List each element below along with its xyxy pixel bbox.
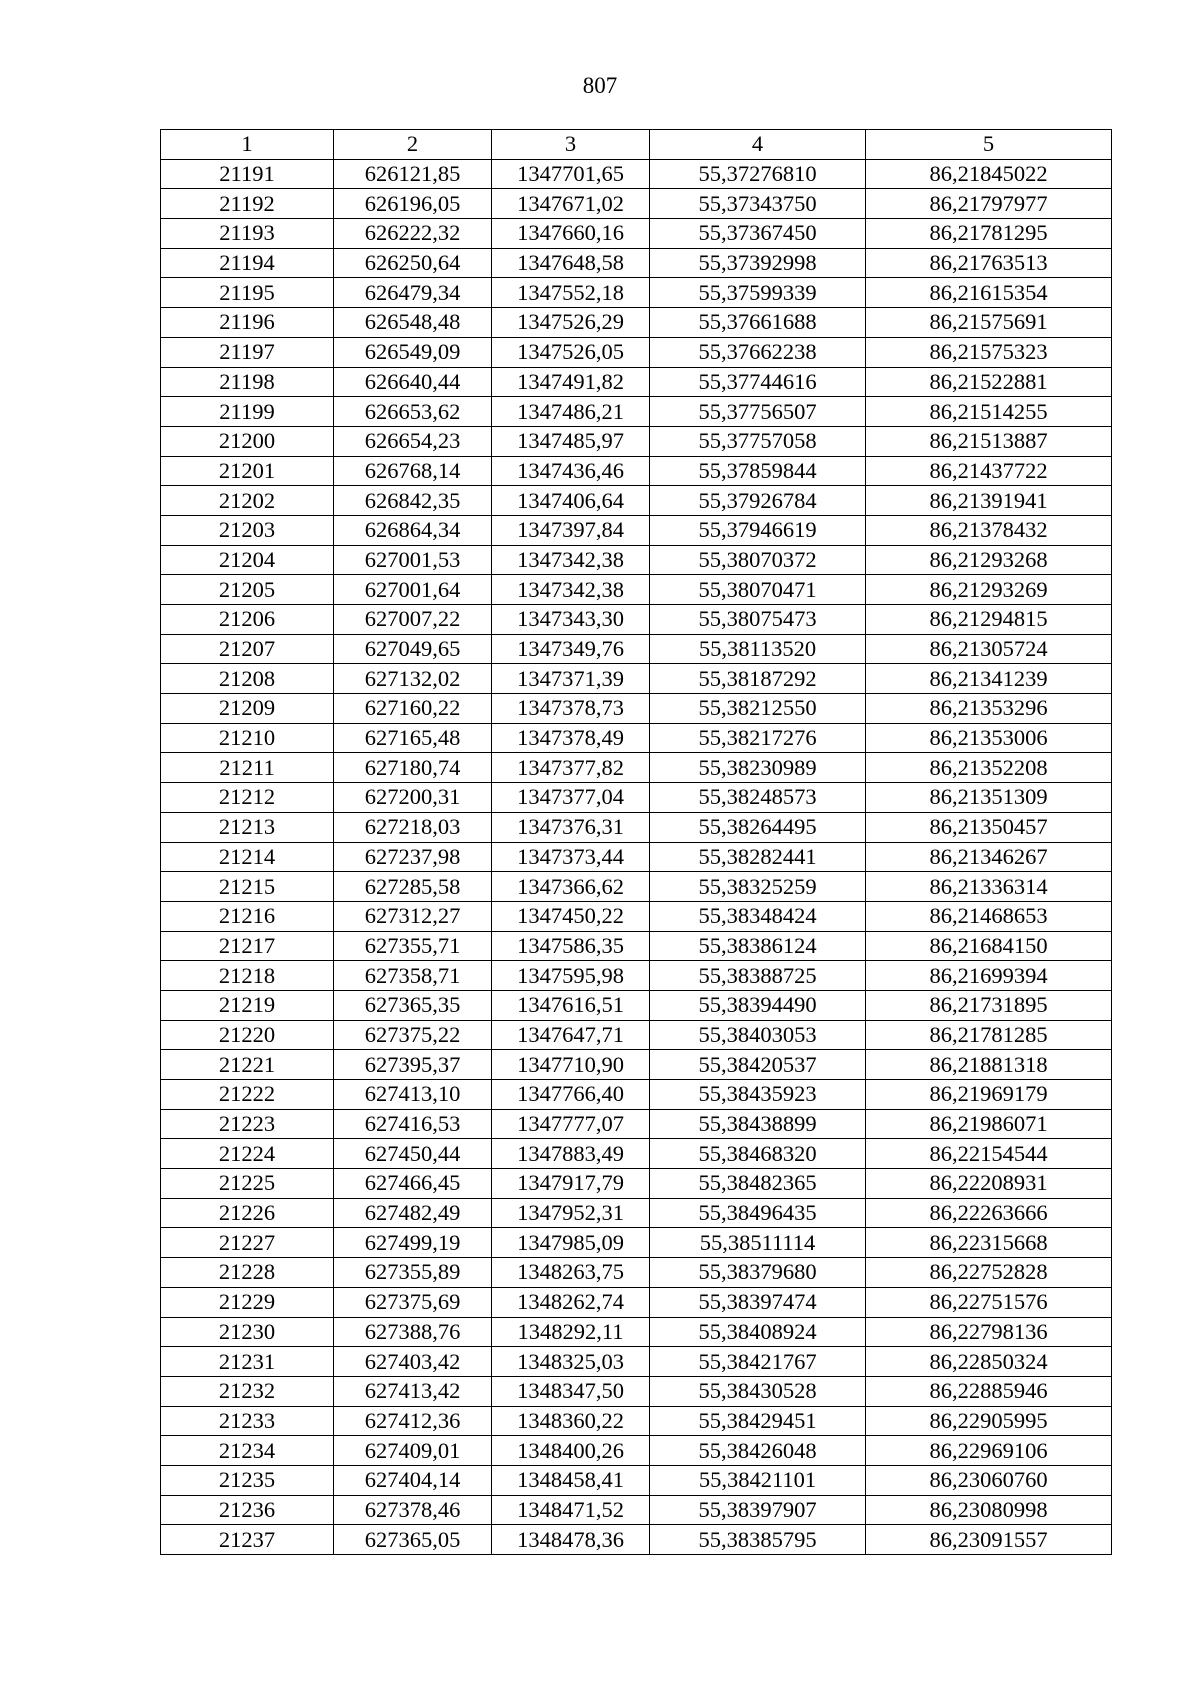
latitude-cell: 55,38070372 bbox=[650, 545, 866, 575]
longitude-cell: 86,21845022 bbox=[866, 159, 1112, 189]
table-row bbox=[161, 575, 1112, 605]
longitude-cell: 86,21350457 bbox=[866, 812, 1112, 842]
longitude-cell: 86,21575691 bbox=[866, 308, 1112, 338]
table-row bbox=[161, 1109, 1112, 1139]
longitude-cell: 86,21615354 bbox=[866, 278, 1112, 308]
longitude-cell: 86,22905995 bbox=[866, 1406, 1112, 1436]
x-coordinate-cell: 626653,62 bbox=[334, 397, 492, 427]
x-coordinate-cell: 627395,37 bbox=[334, 1050, 492, 1080]
x-coordinate-cell: 627165,48 bbox=[334, 723, 492, 753]
point-number-cell: 21213 bbox=[161, 812, 334, 842]
y-coordinate-cell: 1347985,09 bbox=[492, 1228, 650, 1258]
latitude-cell: 55,37343750 bbox=[650, 189, 866, 219]
longitude-cell: 86,22208931 bbox=[866, 1169, 1112, 1199]
table-row bbox=[161, 397, 1112, 427]
latitude-cell: 55,38421101 bbox=[650, 1465, 866, 1495]
point-number-cell: 21228 bbox=[161, 1258, 334, 1288]
x-coordinate-cell: 626196,05 bbox=[334, 189, 492, 219]
y-coordinate-cell: 1347397,84 bbox=[492, 515, 650, 545]
point-number-cell: 21199 bbox=[161, 397, 334, 427]
longitude-cell: 86,21437722 bbox=[866, 456, 1112, 486]
latitude-cell: 55,38397474 bbox=[650, 1287, 866, 1317]
point-number-cell: 21211 bbox=[161, 753, 334, 783]
latitude-cell: 55,38496435 bbox=[650, 1198, 866, 1228]
point-number-cell: 21193 bbox=[161, 219, 334, 249]
x-coordinate-cell: 627312,27 bbox=[334, 901, 492, 931]
longitude-cell: 86,23080998 bbox=[866, 1495, 1112, 1525]
latitude-cell: 55,38435923 bbox=[650, 1080, 866, 1110]
y-coordinate-cell: 1348262,74 bbox=[492, 1287, 650, 1317]
point-number-cell: 21203 bbox=[161, 515, 334, 545]
x-coordinate-cell: 627375,69 bbox=[334, 1287, 492, 1317]
x-coordinate-cell: 627413,42 bbox=[334, 1376, 492, 1406]
point-number-cell: 21200 bbox=[161, 426, 334, 456]
column-header-4: 4 bbox=[650, 130, 866, 160]
longitude-cell: 86,23060760 bbox=[866, 1465, 1112, 1495]
point-number-cell: 21194 bbox=[161, 248, 334, 278]
y-coordinate-cell: 1347486,21 bbox=[492, 397, 650, 427]
x-coordinate-cell: 627365,35 bbox=[334, 990, 492, 1020]
latitude-cell: 55,37757058 bbox=[650, 426, 866, 456]
table-row bbox=[161, 189, 1112, 219]
table-row bbox=[161, 901, 1112, 931]
y-coordinate-cell: 1347671,02 bbox=[492, 189, 650, 219]
point-number-cell: 21235 bbox=[161, 1465, 334, 1495]
latitude-cell: 55,38348424 bbox=[650, 901, 866, 931]
latitude-cell: 55,38429451 bbox=[650, 1406, 866, 1436]
latitude-cell: 55,38386124 bbox=[650, 931, 866, 961]
latitude-cell: 55,37367450 bbox=[650, 219, 866, 249]
latitude-cell: 55,37859844 bbox=[650, 456, 866, 486]
y-coordinate-cell: 1347406,64 bbox=[492, 486, 650, 516]
y-coordinate-cell: 1347491,82 bbox=[492, 367, 650, 397]
longitude-cell: 86,21352208 bbox=[866, 753, 1112, 783]
point-number-cell: 21212 bbox=[161, 783, 334, 813]
table-row bbox=[161, 1198, 1112, 1228]
y-coordinate-cell: 1347377,82 bbox=[492, 753, 650, 783]
point-number-cell: 21222 bbox=[161, 1080, 334, 1110]
latitude-cell: 55,38379680 bbox=[650, 1258, 866, 1288]
y-coordinate-cell: 1347595,98 bbox=[492, 961, 650, 991]
latitude-cell: 55,38408924 bbox=[650, 1317, 866, 1347]
x-coordinate-cell: 627416,53 bbox=[334, 1109, 492, 1139]
point-number-cell: 21226 bbox=[161, 1198, 334, 1228]
y-coordinate-cell: 1347766,40 bbox=[492, 1080, 650, 1110]
point-number-cell: 21206 bbox=[161, 605, 334, 635]
longitude-cell: 86,23091557 bbox=[866, 1525, 1112, 1555]
latitude-cell: 55,38212550 bbox=[650, 694, 866, 724]
latitude-cell: 55,38113520 bbox=[650, 634, 866, 664]
longitude-cell: 86,21575323 bbox=[866, 337, 1112, 367]
table-row bbox=[161, 1258, 1112, 1288]
x-coordinate-cell: 627007,22 bbox=[334, 605, 492, 635]
point-number-cell: 21232 bbox=[161, 1376, 334, 1406]
point-number-cell: 21237 bbox=[161, 1525, 334, 1555]
y-coordinate-cell: 1348292,11 bbox=[492, 1317, 650, 1347]
table-row bbox=[161, 219, 1112, 249]
y-coordinate-cell: 1348471,52 bbox=[492, 1495, 650, 1525]
longitude-cell: 86,21305724 bbox=[866, 634, 1112, 664]
point-number-cell: 21221 bbox=[161, 1050, 334, 1080]
y-coordinate-cell: 1347647,71 bbox=[492, 1020, 650, 1050]
longitude-cell: 86,21797977 bbox=[866, 189, 1112, 219]
coordinates-table bbox=[160, 129, 1112, 1555]
longitude-cell: 86,22154544 bbox=[866, 1139, 1112, 1169]
longitude-cell: 86,22263666 bbox=[866, 1198, 1112, 1228]
latitude-cell: 55,37661688 bbox=[650, 308, 866, 338]
table-row bbox=[161, 694, 1112, 724]
latitude-cell: 55,37392998 bbox=[650, 248, 866, 278]
y-coordinate-cell: 1347552,18 bbox=[492, 278, 650, 308]
point-number-cell: 21191 bbox=[161, 159, 334, 189]
x-coordinate-cell: 627160,22 bbox=[334, 694, 492, 724]
point-number-cell: 21202 bbox=[161, 486, 334, 516]
y-coordinate-cell: 1348478,36 bbox=[492, 1525, 650, 1555]
column-header-5: 5 bbox=[866, 130, 1112, 160]
x-coordinate-cell: 627466,45 bbox=[334, 1169, 492, 1199]
y-coordinate-cell: 1347450,22 bbox=[492, 901, 650, 931]
longitude-cell: 86,21513887 bbox=[866, 426, 1112, 456]
x-coordinate-cell: 627450,44 bbox=[334, 1139, 492, 1169]
table-row bbox=[161, 1139, 1112, 1169]
latitude-cell: 55,38430528 bbox=[650, 1376, 866, 1406]
latitude-cell: 55,38325259 bbox=[650, 872, 866, 902]
y-coordinate-cell: 1347586,35 bbox=[492, 931, 650, 961]
table-row bbox=[161, 990, 1112, 1020]
table-row bbox=[161, 248, 1112, 278]
longitude-cell: 86,21336314 bbox=[866, 872, 1112, 902]
longitude-cell: 86,21391941 bbox=[866, 486, 1112, 516]
x-coordinate-cell: 627378,46 bbox=[334, 1495, 492, 1525]
y-coordinate-cell: 1348458,41 bbox=[492, 1465, 650, 1495]
point-number-cell: 21210 bbox=[161, 723, 334, 753]
longitude-cell: 86,22885946 bbox=[866, 1376, 1112, 1406]
table-row bbox=[161, 812, 1112, 842]
table-row bbox=[161, 1317, 1112, 1347]
y-coordinate-cell: 1347373,44 bbox=[492, 842, 650, 872]
table-row bbox=[161, 1228, 1112, 1258]
table-row bbox=[161, 1169, 1112, 1199]
y-coordinate-cell: 1347377,04 bbox=[492, 783, 650, 813]
table-row bbox=[161, 1020, 1112, 1050]
latitude-cell: 55,37946619 bbox=[650, 515, 866, 545]
x-coordinate-cell: 627001,53 bbox=[334, 545, 492, 575]
longitude-cell: 86,21351309 bbox=[866, 783, 1112, 813]
point-number-cell: 21208 bbox=[161, 664, 334, 694]
point-number-cell: 21196 bbox=[161, 308, 334, 338]
x-coordinate-cell: 626654,23 bbox=[334, 426, 492, 456]
x-coordinate-cell: 627049,65 bbox=[334, 634, 492, 664]
point-number-cell: 21227 bbox=[161, 1228, 334, 1258]
y-coordinate-cell: 1347917,79 bbox=[492, 1169, 650, 1199]
latitude-cell: 55,38420537 bbox=[650, 1050, 866, 1080]
column-header-2: 2 bbox=[334, 130, 492, 160]
longitude-cell: 86,22850324 bbox=[866, 1347, 1112, 1377]
x-coordinate-cell: 626548,48 bbox=[334, 308, 492, 338]
latitude-cell: 55,38397907 bbox=[650, 1495, 866, 1525]
latitude-cell: 55,38388725 bbox=[650, 961, 866, 991]
x-coordinate-cell: 627404,14 bbox=[334, 1465, 492, 1495]
longitude-cell: 86,21468653 bbox=[866, 901, 1112, 931]
y-coordinate-cell: 1347485,97 bbox=[492, 426, 650, 456]
point-number-cell: 21204 bbox=[161, 545, 334, 575]
x-coordinate-cell: 626121,85 bbox=[334, 159, 492, 189]
longitude-cell: 86,21353296 bbox=[866, 694, 1112, 724]
y-coordinate-cell: 1347660,16 bbox=[492, 219, 650, 249]
point-number-cell: 21216 bbox=[161, 901, 334, 931]
table-row bbox=[161, 1495, 1112, 1525]
x-coordinate-cell: 626768,14 bbox=[334, 456, 492, 486]
column-header-1: 1 bbox=[161, 130, 334, 160]
longitude-cell: 86,22751576 bbox=[866, 1287, 1112, 1317]
longitude-cell: 86,22969106 bbox=[866, 1436, 1112, 1466]
point-number-cell: 21207 bbox=[161, 634, 334, 664]
y-coordinate-cell: 1347371,39 bbox=[492, 664, 650, 694]
x-coordinate-cell: 627403,42 bbox=[334, 1347, 492, 1377]
longitude-cell: 86,21731895 bbox=[866, 990, 1112, 1020]
x-coordinate-cell: 627365,05 bbox=[334, 1525, 492, 1555]
longitude-cell: 86,21881318 bbox=[866, 1050, 1112, 1080]
latitude-cell: 55,37926784 bbox=[650, 486, 866, 516]
point-number-cell: 21219 bbox=[161, 990, 334, 1020]
point-number-cell: 21192 bbox=[161, 189, 334, 219]
y-coordinate-cell: 1347378,49 bbox=[492, 723, 650, 753]
latitude-cell: 55,38394490 bbox=[650, 990, 866, 1020]
table-row bbox=[161, 159, 1112, 189]
latitude-cell: 55,38468320 bbox=[650, 1139, 866, 1169]
x-coordinate-cell: 626640,44 bbox=[334, 367, 492, 397]
longitude-cell: 86,21293268 bbox=[866, 545, 1112, 575]
y-coordinate-cell: 1347616,51 bbox=[492, 990, 650, 1020]
table-row bbox=[161, 1525, 1112, 1555]
latitude-cell: 55,38438899 bbox=[650, 1109, 866, 1139]
latitude-cell: 55,38426048 bbox=[650, 1436, 866, 1466]
y-coordinate-cell: 1347526,29 bbox=[492, 308, 650, 338]
y-coordinate-cell: 1347366,62 bbox=[492, 872, 650, 902]
y-coordinate-cell: 1347349,76 bbox=[492, 634, 650, 664]
x-coordinate-cell: 627388,76 bbox=[334, 1317, 492, 1347]
table-row bbox=[161, 486, 1112, 516]
latitude-cell: 55,37756507 bbox=[650, 397, 866, 427]
latitude-cell: 55,38187292 bbox=[650, 664, 866, 694]
y-coordinate-cell: 1348347,50 bbox=[492, 1376, 650, 1406]
longitude-cell: 86,21699394 bbox=[866, 961, 1112, 991]
x-coordinate-cell: 627355,89 bbox=[334, 1258, 492, 1288]
x-coordinate-cell: 627409,01 bbox=[334, 1436, 492, 1466]
x-coordinate-cell: 627285,58 bbox=[334, 872, 492, 902]
longitude-cell: 86,21969179 bbox=[866, 1080, 1112, 1110]
latitude-cell: 55,38264495 bbox=[650, 812, 866, 842]
y-coordinate-cell: 1347378,73 bbox=[492, 694, 650, 724]
point-number-cell: 21198 bbox=[161, 367, 334, 397]
longitude-cell: 86,22752828 bbox=[866, 1258, 1112, 1288]
point-number-cell: 21233 bbox=[161, 1406, 334, 1436]
y-coordinate-cell: 1347777,07 bbox=[492, 1109, 650, 1139]
point-number-cell: 21225 bbox=[161, 1169, 334, 1199]
point-number-cell: 21230 bbox=[161, 1317, 334, 1347]
table-row bbox=[161, 634, 1112, 664]
longitude-cell: 86,21781295 bbox=[866, 219, 1112, 249]
x-coordinate-cell: 627132,02 bbox=[334, 664, 492, 694]
x-coordinate-cell: 627412,36 bbox=[334, 1406, 492, 1436]
latitude-cell: 55,37276810 bbox=[650, 159, 866, 189]
x-coordinate-cell: 627218,03 bbox=[334, 812, 492, 842]
point-number-cell: 21231 bbox=[161, 1347, 334, 1377]
point-number-cell: 21223 bbox=[161, 1109, 334, 1139]
longitude-cell: 86,21781285 bbox=[866, 1020, 1112, 1050]
longitude-cell: 86,21522881 bbox=[866, 367, 1112, 397]
table-row bbox=[161, 367, 1112, 397]
y-coordinate-cell: 1347701,65 bbox=[492, 159, 650, 189]
table-body bbox=[161, 159, 1112, 1554]
x-coordinate-cell: 627375,22 bbox=[334, 1020, 492, 1050]
y-coordinate-cell: 1347436,46 bbox=[492, 456, 650, 486]
table-row bbox=[161, 1287, 1112, 1317]
table-header-row bbox=[161, 130, 1112, 160]
y-coordinate-cell: 1347342,38 bbox=[492, 545, 650, 575]
longitude-cell: 86,22798136 bbox=[866, 1317, 1112, 1347]
latitude-cell: 55,38482365 bbox=[650, 1169, 866, 1199]
latitude-cell: 55,37599339 bbox=[650, 278, 866, 308]
x-coordinate-cell: 627358,71 bbox=[334, 961, 492, 991]
point-number-cell: 21234 bbox=[161, 1436, 334, 1466]
table-row bbox=[161, 931, 1112, 961]
x-coordinate-cell: 627001,64 bbox=[334, 575, 492, 605]
table-row bbox=[161, 1080, 1112, 1110]
table-row bbox=[161, 545, 1112, 575]
y-coordinate-cell: 1348263,75 bbox=[492, 1258, 650, 1288]
point-number-cell: 21201 bbox=[161, 456, 334, 486]
y-coordinate-cell: 1348400,26 bbox=[492, 1436, 650, 1466]
x-coordinate-cell: 626549,09 bbox=[334, 337, 492, 367]
latitude-cell: 55,38217276 bbox=[650, 723, 866, 753]
y-coordinate-cell: 1347883,49 bbox=[492, 1139, 650, 1169]
table-row bbox=[161, 1436, 1112, 1466]
point-number-cell: 21195 bbox=[161, 278, 334, 308]
table-row bbox=[161, 515, 1112, 545]
y-coordinate-cell: 1347710,90 bbox=[492, 1050, 650, 1080]
table-row bbox=[161, 872, 1112, 902]
latitude-cell: 55,38075473 bbox=[650, 605, 866, 635]
latitude-cell: 55,38511114 bbox=[650, 1228, 866, 1258]
point-number-cell: 21236 bbox=[161, 1495, 334, 1525]
longitude-cell: 86,21986071 bbox=[866, 1109, 1112, 1139]
y-coordinate-cell: 1347952,31 bbox=[492, 1198, 650, 1228]
point-number-cell: 21205 bbox=[161, 575, 334, 605]
table-row bbox=[161, 426, 1112, 456]
longitude-cell: 86,21293269 bbox=[866, 575, 1112, 605]
x-coordinate-cell: 626222,32 bbox=[334, 219, 492, 249]
latitude-cell: 55,37744616 bbox=[650, 367, 866, 397]
latitude-cell: 55,37662238 bbox=[650, 337, 866, 367]
y-coordinate-cell: 1347343,30 bbox=[492, 605, 650, 635]
y-coordinate-cell: 1348325,03 bbox=[492, 1347, 650, 1377]
x-coordinate-cell: 627355,71 bbox=[334, 931, 492, 961]
longitude-cell: 86,21514255 bbox=[866, 397, 1112, 427]
longitude-cell: 86,21378432 bbox=[866, 515, 1112, 545]
x-coordinate-cell: 627180,74 bbox=[334, 753, 492, 783]
x-coordinate-cell: 626479,34 bbox=[334, 278, 492, 308]
longitude-cell: 86,21341239 bbox=[866, 664, 1112, 694]
table-row bbox=[161, 1376, 1112, 1406]
latitude-cell: 55,38282441 bbox=[650, 842, 866, 872]
latitude-cell: 55,38248573 bbox=[650, 783, 866, 813]
x-coordinate-cell: 627200,31 bbox=[334, 783, 492, 813]
y-coordinate-cell: 1347526,05 bbox=[492, 337, 650, 367]
table-row bbox=[161, 961, 1112, 991]
x-coordinate-cell: 626250,64 bbox=[334, 248, 492, 278]
y-coordinate-cell: 1347342,38 bbox=[492, 575, 650, 605]
point-number-cell: 21218 bbox=[161, 961, 334, 991]
latitude-cell: 55,38385795 bbox=[650, 1525, 866, 1555]
longitude-cell: 86,21684150 bbox=[866, 931, 1112, 961]
latitude-cell: 55,38403053 bbox=[650, 1020, 866, 1050]
x-coordinate-cell: 626842,35 bbox=[334, 486, 492, 516]
table-row bbox=[161, 842, 1112, 872]
table-row bbox=[161, 605, 1112, 635]
table-row bbox=[161, 456, 1112, 486]
page-number: 807 bbox=[582, 73, 618, 98]
latitude-cell: 55,38421767 bbox=[650, 1347, 866, 1377]
table-row bbox=[161, 308, 1112, 338]
table-row bbox=[161, 337, 1112, 367]
table-row bbox=[161, 1347, 1112, 1377]
table-row bbox=[161, 278, 1112, 308]
table-row bbox=[161, 1050, 1112, 1080]
x-coordinate-cell: 627499,19 bbox=[334, 1228, 492, 1258]
y-coordinate-cell: 1347648,58 bbox=[492, 248, 650, 278]
x-coordinate-cell: 626864,34 bbox=[334, 515, 492, 545]
longitude-cell: 86,22315668 bbox=[866, 1228, 1112, 1258]
point-number-cell: 21209 bbox=[161, 694, 334, 724]
point-number-cell: 21214 bbox=[161, 842, 334, 872]
longitude-cell: 86,21294815 bbox=[866, 605, 1112, 635]
table-row bbox=[161, 723, 1112, 753]
point-number-cell: 21220 bbox=[161, 1020, 334, 1050]
table-row bbox=[161, 753, 1112, 783]
point-number-cell: 21217 bbox=[161, 931, 334, 961]
longitude-cell: 86,21353006 bbox=[866, 723, 1112, 753]
column-header-3: 3 bbox=[492, 130, 650, 160]
latitude-cell: 55,38070471 bbox=[650, 575, 866, 605]
y-coordinate-cell: 1347376,31 bbox=[492, 812, 650, 842]
table-row bbox=[161, 1406, 1112, 1436]
x-coordinate-cell: 627413,10 bbox=[334, 1080, 492, 1110]
table-row bbox=[161, 783, 1112, 813]
latitude-cell: 55,38230989 bbox=[650, 753, 866, 783]
point-number-cell: 21197 bbox=[161, 337, 334, 367]
point-number-cell: 21229 bbox=[161, 1287, 334, 1317]
x-coordinate-cell: 627237,98 bbox=[334, 842, 492, 872]
longitude-cell: 86,21346267 bbox=[866, 842, 1112, 872]
table-row bbox=[161, 1465, 1112, 1495]
x-coordinate-cell: 627482,49 bbox=[334, 1198, 492, 1228]
longitude-cell: 86,21763513 bbox=[866, 248, 1112, 278]
point-number-cell: 21215 bbox=[161, 872, 334, 902]
table-row bbox=[161, 664, 1112, 694]
y-coordinate-cell: 1348360,22 bbox=[492, 1406, 650, 1436]
point-number-cell: 21224 bbox=[161, 1139, 334, 1169]
